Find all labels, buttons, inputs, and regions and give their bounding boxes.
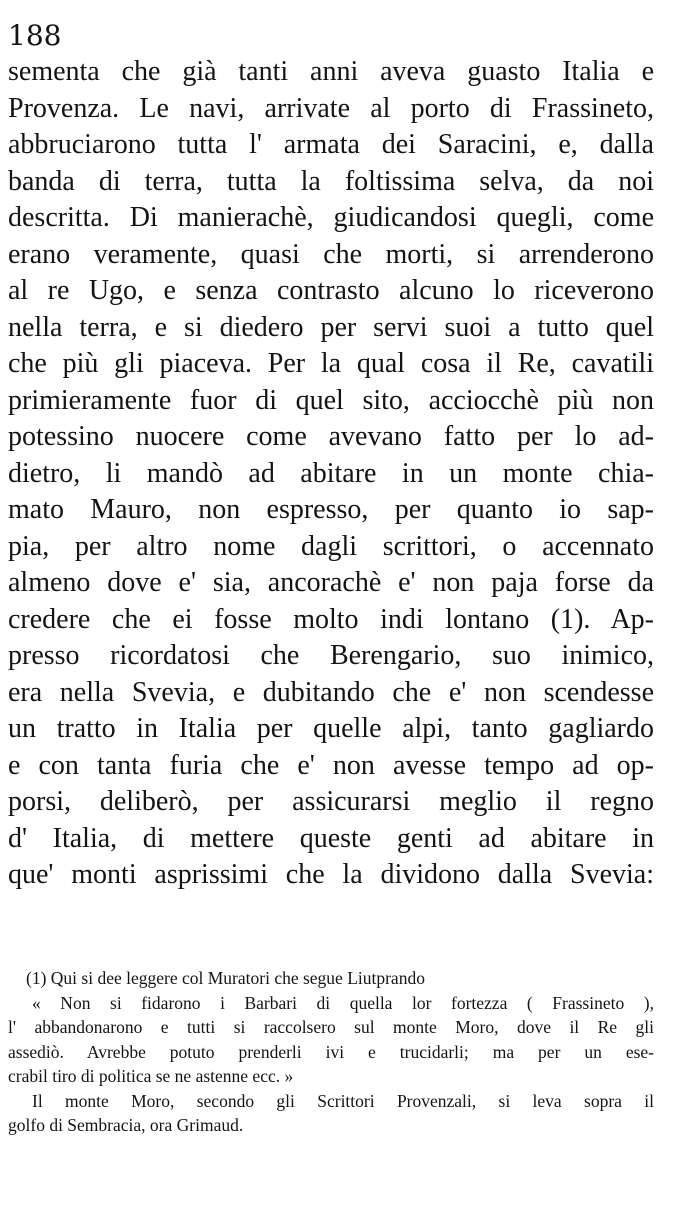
text-line: presso ricordatosi che Berengario, suo inimico,	[8, 640, 654, 671]
text-line: que' monti asprissimi che la dividono dalla Svevia:	[8, 859, 654, 890]
text-line: sementa che già tanti anni aveva guasto Italia e	[8, 56, 654, 87]
footnote-line: golfo di Sembracia, ora Grimaud.	[8, 1115, 244, 1135]
text-line: nella terra, e si diedero per servi suoi a tutto quel	[8, 311, 654, 343]
text-line: erano veramente, quasi che morti, si arrenderono	[8, 238, 654, 270]
text-line: mato Mauro, non espresso, per quanto io sap-	[8, 494, 654, 525]
footnote-line: crabil tiro di politica se ne astenne ecc. »	[8, 1066, 294, 1086]
text-line: Provenza. Le navi, arrivate al porto di Frassineto,	[8, 92, 654, 124]
text-line: primieramente fuor di quel sito, acciocchè più non	[8, 384, 654, 416]
body-text	[8, 54, 654, 894]
text-line: descritta. Di manierachè, giudicandosi quegli, come	[8, 202, 654, 233]
text-line: un tratto in Italia per quelle alpi, tanto gagliardo	[8, 713, 654, 744]
text-line: che più gli piaceva. Per la qual cosa il Re, cavatili	[8, 348, 654, 379]
page-number: 188	[8, 19, 62, 52]
footnote-line: assediò. Avrebbe potuto prenderli ivi e trucidarli; ma per un ese-	[8, 1041, 654, 1062]
text-line: pia, per altro nome dagli scrittori, o accennato	[8, 530, 654, 562]
text-line: dietro, li mandò ad abitare in un monte chia-	[8, 457, 654, 489]
footnotes	[8, 966, 654, 1138]
text-line: almeno dove e' sia, ancorachè e' non paja forse da	[8, 567, 654, 598]
text-line: d' Italia, di mettere queste genti ad abitare in	[8, 822, 654, 854]
text-line: e con tanta furia che e' non avesse tempo ad op-	[8, 749, 654, 781]
text-line: banda di terra, tutta la foltissima selva, da noi	[8, 165, 654, 197]
text-line: credere che ei fosse molto indi lontano (1). Ap-	[8, 603, 654, 635]
footnote-line: l' abbandonarono e tutti si raccolsero sul monte Moro, dove il Re gli	[8, 1017, 654, 1037]
text-line: era nella Svevia, e dubitando che e' non scendesse	[8, 676, 654, 708]
footnote-line: Il monte Moro, secondo gli Scrittori Provenzali, si leva sopra il	[32, 1090, 654, 1111]
text-line: abbruciarono tutta l' armata dei Saracini, e, dalla	[8, 129, 654, 160]
footnote-line: (1) Qui si dee leggere col Muratori che segue Liutprando	[26, 968, 425, 988]
footnote-line: « Non si fidarono i Barbari di quella lor fortezza ( Frassineto ),	[32, 992, 654, 1013]
text-line: al re Ugo, e senza contrasto alcuno lo riceverono	[8, 275, 654, 306]
text-line: potessino nuocere come avevano fatto per lo ad-	[8, 421, 654, 452]
text-line: porsi, deliberò, per assicurarsi meglio il regno	[8, 786, 654, 817]
